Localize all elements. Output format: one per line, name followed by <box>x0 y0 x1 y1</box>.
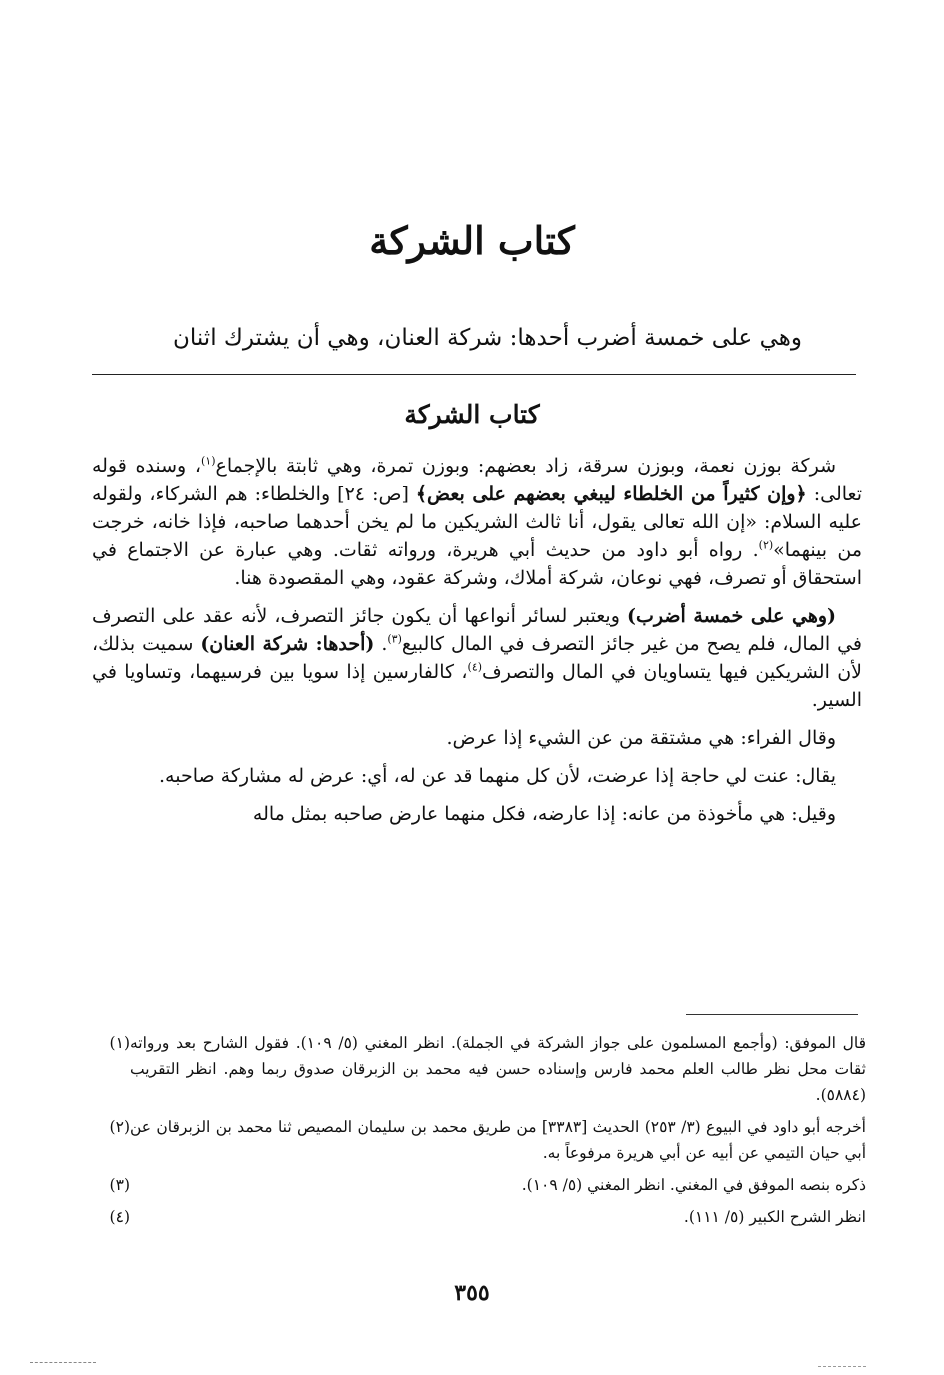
scan-artifact <box>818 1366 866 1367</box>
footnotes <box>92 1030 866 1236</box>
footnote-2 <box>92 1114 866 1166</box>
footnote-number: (٣) <box>109 1176 130 1194</box>
matn-quote-2: (أحدها: شركة العنان) <box>200 633 375 655</box>
commentary-paragraph-1: شركة بوزن نعمة، وبوزن سرقة، زاد بعضهم: وبوزن تمرة، وهي ثابتة بالإجماع$^{(١)}$، وسنده قوله تعالى: ﴿وإن كثيراً من الخلطاء ليبغي بعضهم على بعض﴾ [ص: ٢٤] والخلطاء: هم الشركاء، ولقوله عليه السلام: «إن الله تعالى يقول، أنا ثالث الشريكين ما لم يخن أحدهما صاحبه، فإذا خانه، خرجت من بينهما»$^{(٢)}$. رواه أبو داود من حديث أبي هريرة، ورواته ثقات. وهي عبارة عن الاجتماع في استحقاق أو تصرف، فهي نوعان، شركة أملاك، وشركة عقود، وهي المقصودة هنا. <box>92 454 863 589</box>
chapter-title: كتاب الشركة <box>369 218 575 263</box>
matn-text: وهي على خمسة أضرب أحدها: شركة العنان، وهي أن يشترك اثنان <box>172 325 802 351</box>
matn-separator-line <box>92 374 856 375</box>
scan-artifact <box>30 1362 96 1363</box>
footnote-text: أخرجه أبو داود في البيوع (٣/ ٢٥٣) الحديث [٣٣٨٣] من طريق محمد بن سليمان المصيص ثنا محمد بن الزبرقان عن أبي حيان التيمي عن أبيه عن أبي هريرة مرفوعاً به. <box>130 1118 866 1162</box>
footnote-ref-2: (٢) <box>758 538 774 552</box>
commentary-body <box>92 452 862 838</box>
footnote-text: انظر الشرح الكبير (٥/ ١١١). <box>683 1208 866 1226</box>
footnote-ref-3: (٣) <box>387 632 402 646</box>
commentary-paragraph-4: يقال: عنت لي حاجة إذا عرضت، لأن كل منهما قد عن له، أي: عرض له مشاركة صاحبه. <box>158 765 836 787</box>
footnote-separator-line <box>686 1014 858 1015</box>
commentary-paragraph-2: (وهي على خمسة أضرب) ويعتبر لسائر أنواعها أن يكون جائز التصرف، لأنه عقد على التصرف في المال، فلم يصح من غير جائز التصرف في المال كالبيع$^{(٣)}$. (أحدها: شركة العنان) سميت بذلك، لأن الشريكين فيها يتساويان في المال والتصرف$^{(٤)}$، كالفارسين إذا سويا بين فرسيهما، وتساويا في السير. <box>92 605 862 711</box>
commentary-paragraph-3: وقال الفراء: هي مشتقة من عن الشيء إذا عرض. <box>446 727 836 749</box>
footnote-number: (١) <box>109 1034 130 1052</box>
page-number: ٣٥٥ <box>454 1280 490 1306</box>
footnote-1 <box>92 1030 866 1108</box>
footnote-4 <box>92 1204 866 1230</box>
footnote-text: ذكره بنصه الموفق في المغني. انظر المغني (٥/ ١٠٩). <box>521 1176 866 1194</box>
footnote-ref-4: (٤) <box>467 660 483 674</box>
footnote-ref-1: (١) <box>200 454 216 468</box>
footnote-3 <box>92 1172 866 1198</box>
commentary-title: كتاب الشركة <box>404 400 540 429</box>
commentary-paragraph-5: وقيل: هي مأخوذة من عانه: إذا عارضه، فكل منهما عارض صاحبه بمثل ماله <box>252 803 836 825</box>
footnote-number: (٤) <box>109 1208 130 1226</box>
footnote-number: (٢) <box>109 1118 130 1136</box>
matn-quote-1: (وهي على خمسة أضرب) <box>626 605 837 627</box>
footnote-text: قال الموفق: (وأجمع المسلمون على جواز الشركة في الجملة). انظر المغني (٥/ ١٠٩). فقول الشارح بعد ورواته ثقات محل نظر طالب العلم محمد فارس وإسناده حسن فيه محمد بن الزبرقان صدوق ربما وهم. انظر التقريب (٥٨٨٤). <box>130 1034 866 1104</box>
quran-verse: ﴿وإن كثيراً من الخلطاء ليبغي بعضهم على بعض﴾ <box>415 483 807 505</box>
